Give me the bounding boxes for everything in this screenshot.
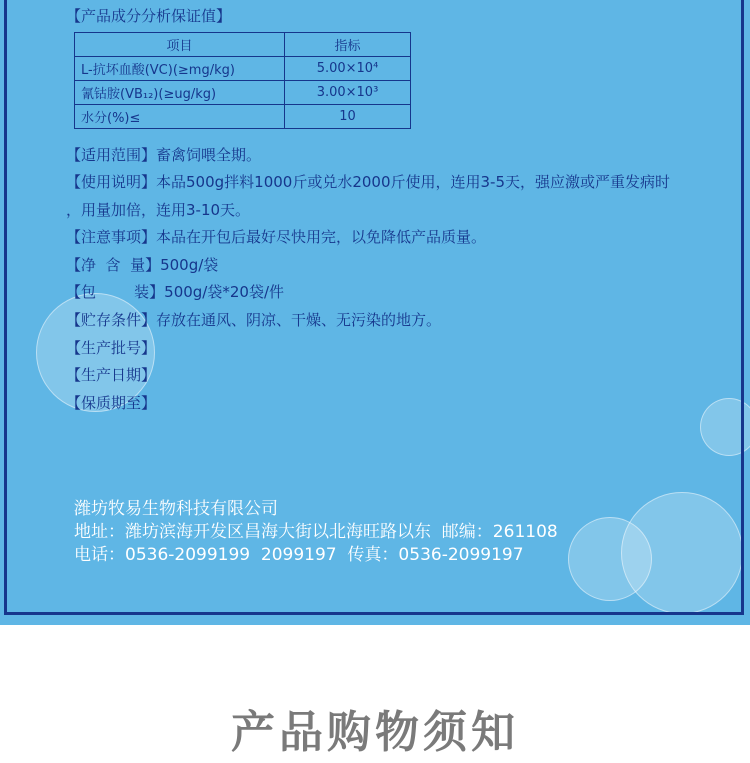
- table-cell-value: 3.00×10³: [285, 81, 411, 105]
- net-content-line: 【净 含 量】500g/袋: [66, 256, 219, 274]
- table-cell-item: 氰钴胺(VB₁₂)(≥ug/kg): [75, 81, 285, 105]
- notes-line: 【注意事项】本品在开包后最好尽快用完，以免降低产品质量。: [66, 228, 487, 246]
- table-cell-value: 5.00×10⁴: [285, 57, 411, 81]
- usage-line: 【使用说明】本品500g拌料1000斤或兑水2000斤使用，连用3-5天，强应激或严重发病时: [66, 173, 671, 191]
- production-date-line: 【生产日期】: [66, 366, 157, 384]
- company-name: 潍坊牧易生物科技有限公司: [74, 499, 278, 519]
- storage-line: 【贮存条件】存放在通风、阴凉、干燥、无污染的地方。: [66, 311, 442, 329]
- company-phone: 电话：0536-2099199 2099197 传真：0536-2099197: [74, 545, 524, 565]
- table-header-item: 项目: [75, 33, 285, 57]
- packaging-line: 【包 装】500g/袋*20袋/件: [66, 283, 284, 301]
- analysis-heading: 【产品成分分析保证值】: [66, 7, 232, 25]
- table-row: [75, 81, 411, 105]
- table-cell-item: 水分(%)≤: [75, 105, 285, 129]
- table-header-row: [75, 33, 411, 57]
- table-row: [75, 105, 411, 129]
- company-address: 地址：潍坊滨海开发区昌海大街以北海旺路以东 邮编：261108: [74, 522, 558, 542]
- table-cell-value: 10: [285, 105, 411, 129]
- batch-number-line: 【生产批号】: [66, 339, 157, 357]
- table-row: [75, 57, 411, 81]
- table-header-value: 指标: [285, 33, 411, 57]
- usage-line-continued: ，用量加倍，连用3-10天。: [66, 201, 251, 219]
- guaranteed-analysis-table: [74, 32, 411, 129]
- scope-line: 【适用范围】畜禽饲喂全期。: [66, 146, 262, 164]
- purchase-notice-title: 产品购物须知: [231, 707, 519, 758]
- table-cell-item: L-抗坏血酸(VC)(≥mg/kg): [75, 57, 285, 81]
- expiry-date-line: 【保质期至】: [66, 394, 157, 412]
